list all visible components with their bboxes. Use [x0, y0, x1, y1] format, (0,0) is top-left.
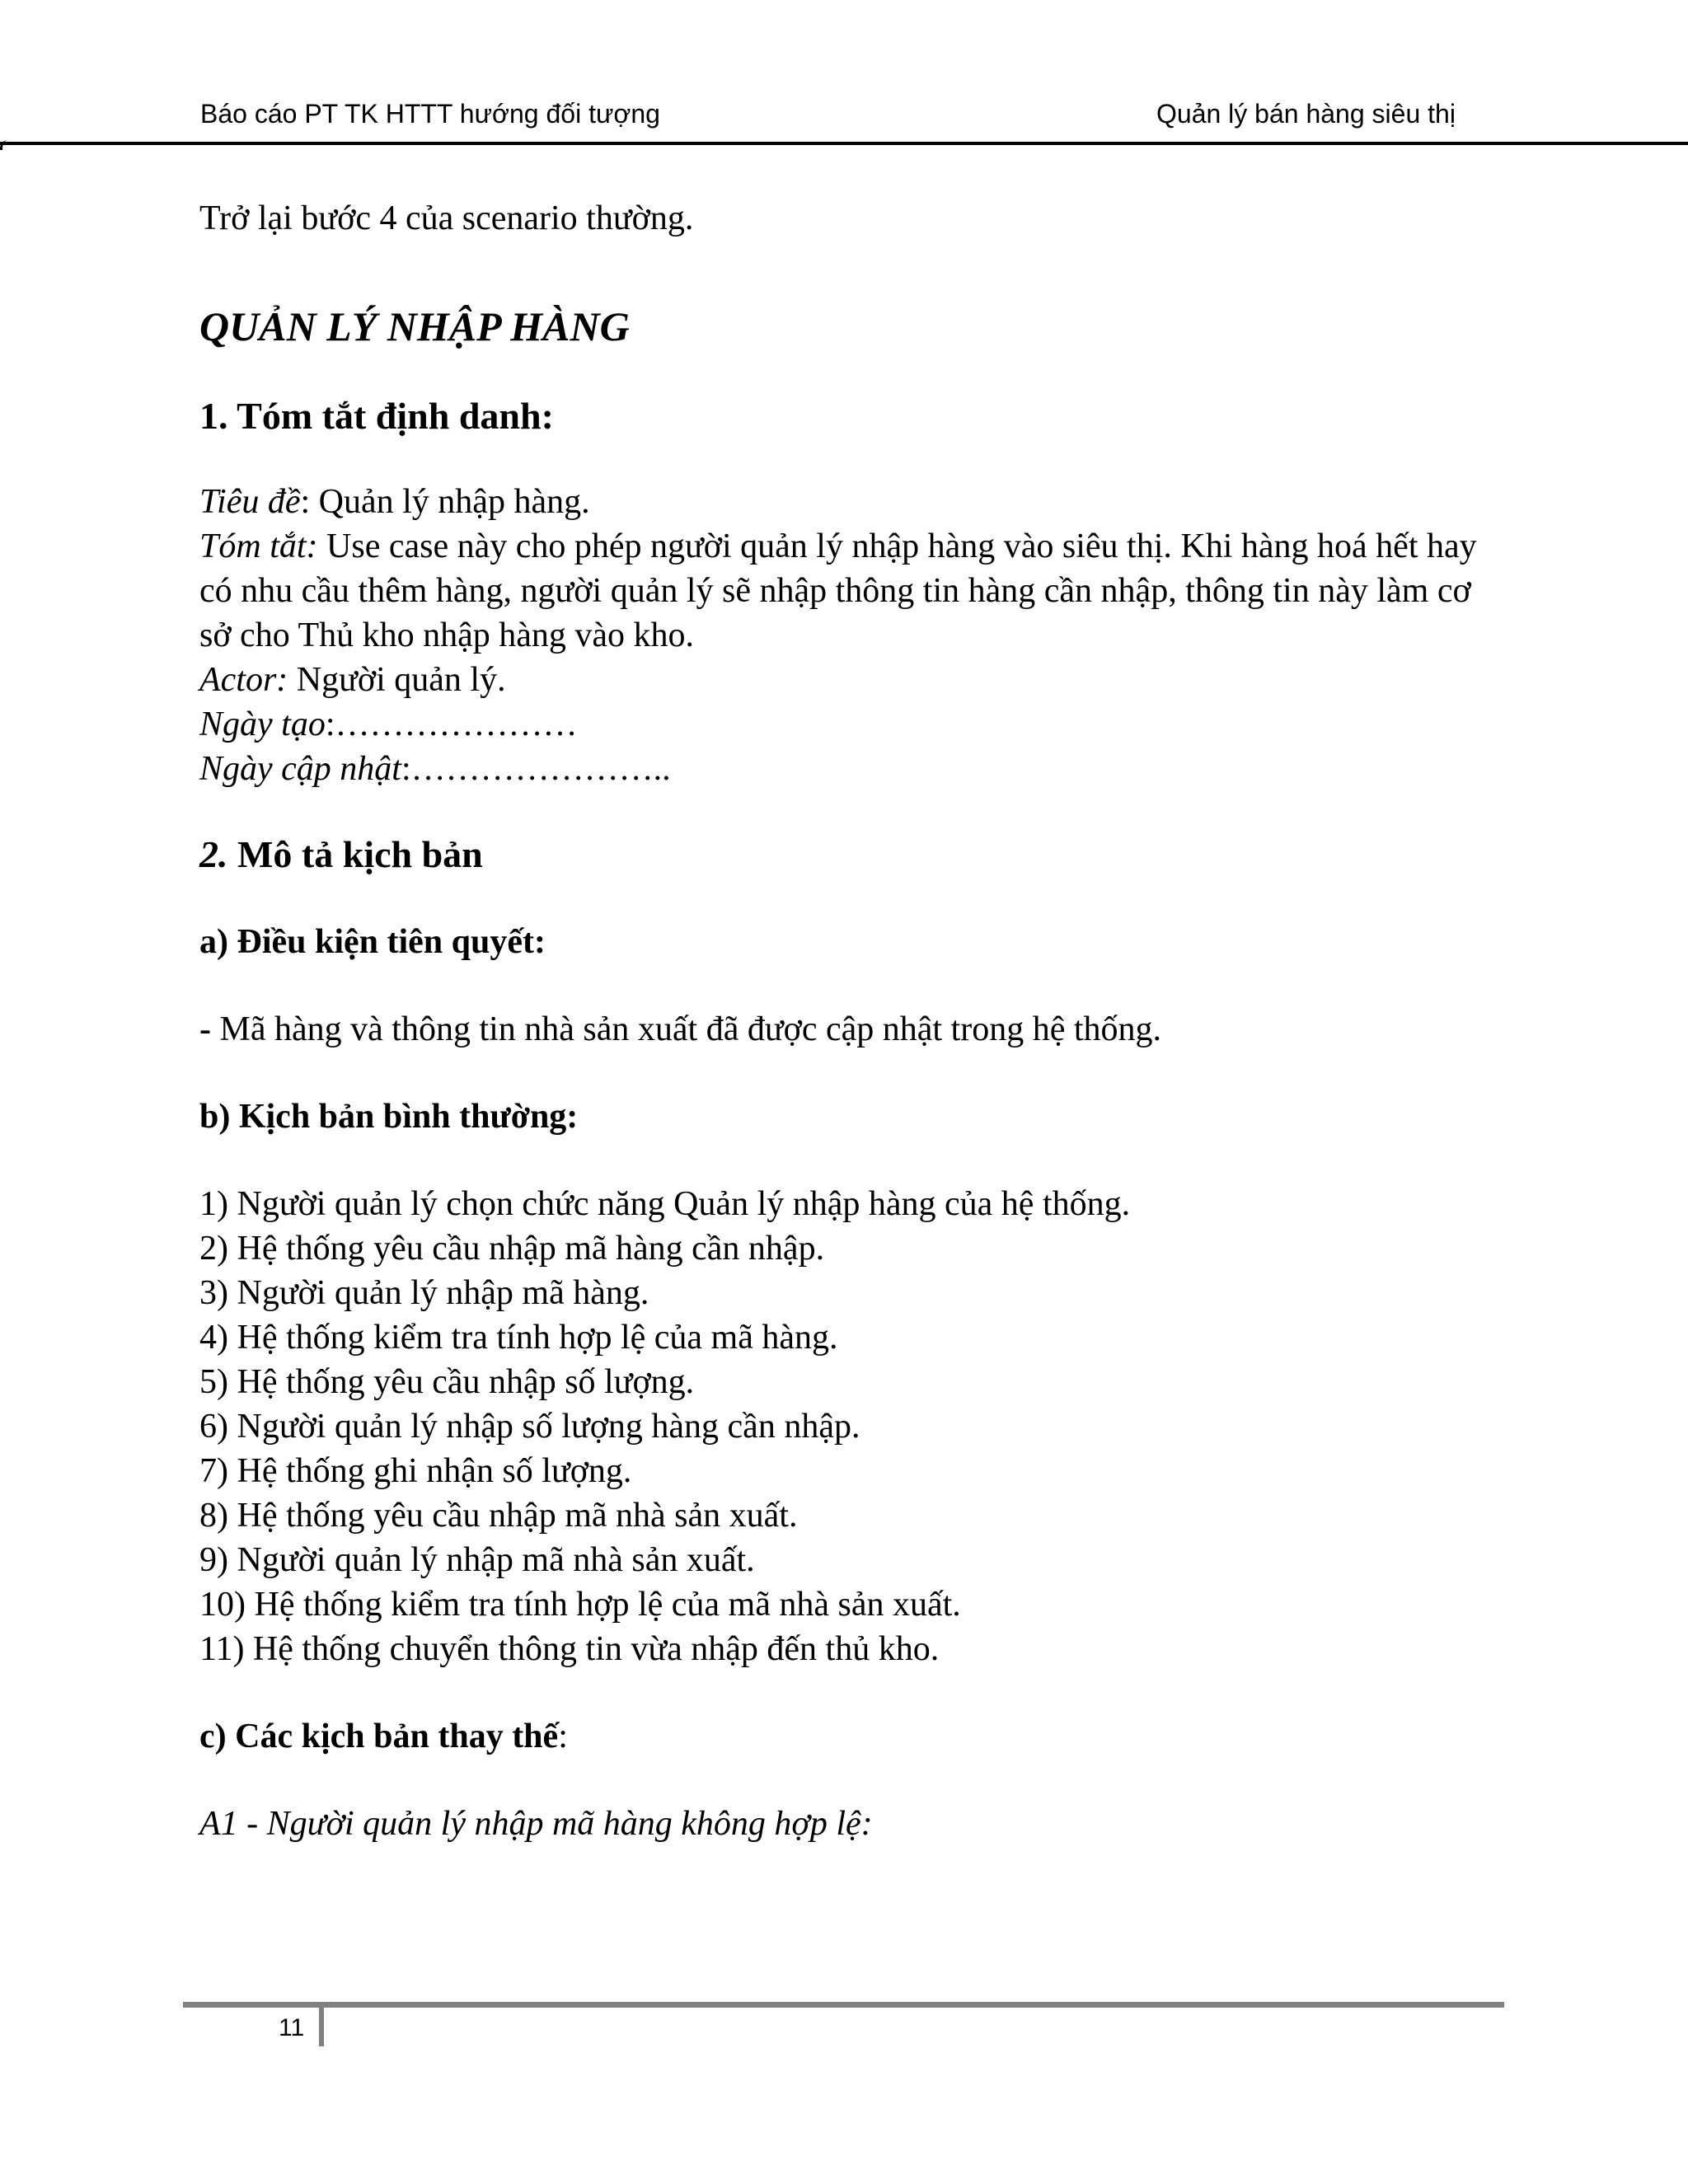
list-item: 11) Hệ thống chuyển thông tin vừa nhập đến thủ kho. [199, 1630, 940, 1668]
list-item: 2) Hệ thống yêu cầu nhập mã hàng cần nhập. [199, 1230, 825, 1268]
summary-line-2: có nhu cầu thêm hàng, người quản lý sẽ nhập thông tin hàng cần nhập, thông tin này làm cơ sở cho Thủ kho nhập hàng vào kho. [199, 572, 1471, 654]
actor-label: Actor: [199, 661, 288, 699]
precondition-dash: - [199, 1010, 211, 1048]
summary-text-1: Use case này cho phép người quản lý nhập hàng vào siêu thị. Khi hàng hoá hết hay [317, 527, 1477, 565]
scenario-heading [199, 832, 1485, 877]
precondition-text: Mã hàng và thông tin nhà sản xuất đã được cập nhật trong hệ thống. [211, 1010, 1162, 1048]
title-label: Tiêu đề [199, 483, 301, 521]
actor-line [199, 658, 1485, 702]
scenario-heading-number: 2. [199, 833, 228, 875]
updated-date-line [199, 747, 1485, 791]
page-number: 11 [279, 2014, 305, 2041]
normal-steps-list [199, 1182, 1485, 1671]
header-project-title: Quản lý bán hàng siêu thị [1156, 99, 1456, 129]
list-item: 6) Người quản lý nhập số lượng hàng cần nhập. [199, 1408, 860, 1446]
title-value: : Quản lý nhập hàng. [300, 483, 590, 521]
precondition-line [199, 1007, 1485, 1052]
updated-date-value: :………………….. [401, 750, 671, 788]
actor-value: Người quản lý. [288, 661, 506, 699]
normal-scenario-heading: b) Kịch bản bình thường: [199, 1098, 579, 1136]
alternate-heading-text: c) Các kịch bản thay thế [199, 1718, 559, 1755]
list-item: 10) Hệ thống kiểm tra tính hợp lệ của mã nhà sản xuất. [199, 1586, 961, 1624]
alternate-scenario-heading [199, 1714, 1485, 1759]
list-item: 9) Người quản lý nhập mã nhà sản xuất. [199, 1541, 755, 1579]
updated-date-label: Ngày cập nhật [199, 750, 401, 788]
page-header [0, 0, 1688, 148]
alternate-a1: A1 - Người quản lý nhập mã hàng không hợp lệ: [199, 1805, 873, 1843]
page-footer [0, 1994, 1688, 2060]
list-item: 7) Hệ thống ghi nhận số lượng. [199, 1452, 632, 1490]
intro-line: Trở lại bước 4 của scenario thường. [199, 199, 694, 237]
summary-heading: 1. Tóm tắt định danh: [199, 395, 554, 437]
section-title: QUẢN LÝ NHẬP HÀNG [199, 303, 630, 349]
footer-rule [183, 2002, 1504, 2008]
header-report-title: Báo cáo PT TK HTTT hướng đối tượng [200, 99, 660, 129]
summary-line-1 [199, 524, 1485, 569]
list-item: 4) Hệ thống kiểm tra tính hợp lệ của mã hàng. [199, 1319, 838, 1357]
list-item: 3) Người quản lý nhập mã hàng. [199, 1274, 649, 1312]
summary-label: Tóm tắt: [199, 527, 318, 565]
alternate-heading-colon: : [558, 1718, 568, 1755]
created-date-value: :………………… [325, 705, 578, 743]
list-item: 8) Hệ thống yêu cầu nhập mã nhà sản xuất. [199, 1497, 798, 1535]
scenario-heading-text: Mô tả kịch bản [227, 833, 483, 875]
created-date-line [199, 702, 1485, 747]
list-item: 5) Hệ thống yêu cầu nhập số lượng. [199, 1363, 695, 1401]
document-body [199, 196, 1485, 1846]
title-line [199, 480, 1485, 524]
created-date-label: Ngày tạo [199, 705, 326, 743]
header-rule [0, 142, 1688, 145]
summary-block [199, 480, 1485, 791]
footer-divider [319, 2002, 324, 2046]
precondition-heading: a) Điều kiện tiên quyết: [199, 923, 546, 961]
list-item: 1) Người quản lý chọn chức năng Quản lý nhập hàng của hệ thống. [199, 1185, 1131, 1223]
